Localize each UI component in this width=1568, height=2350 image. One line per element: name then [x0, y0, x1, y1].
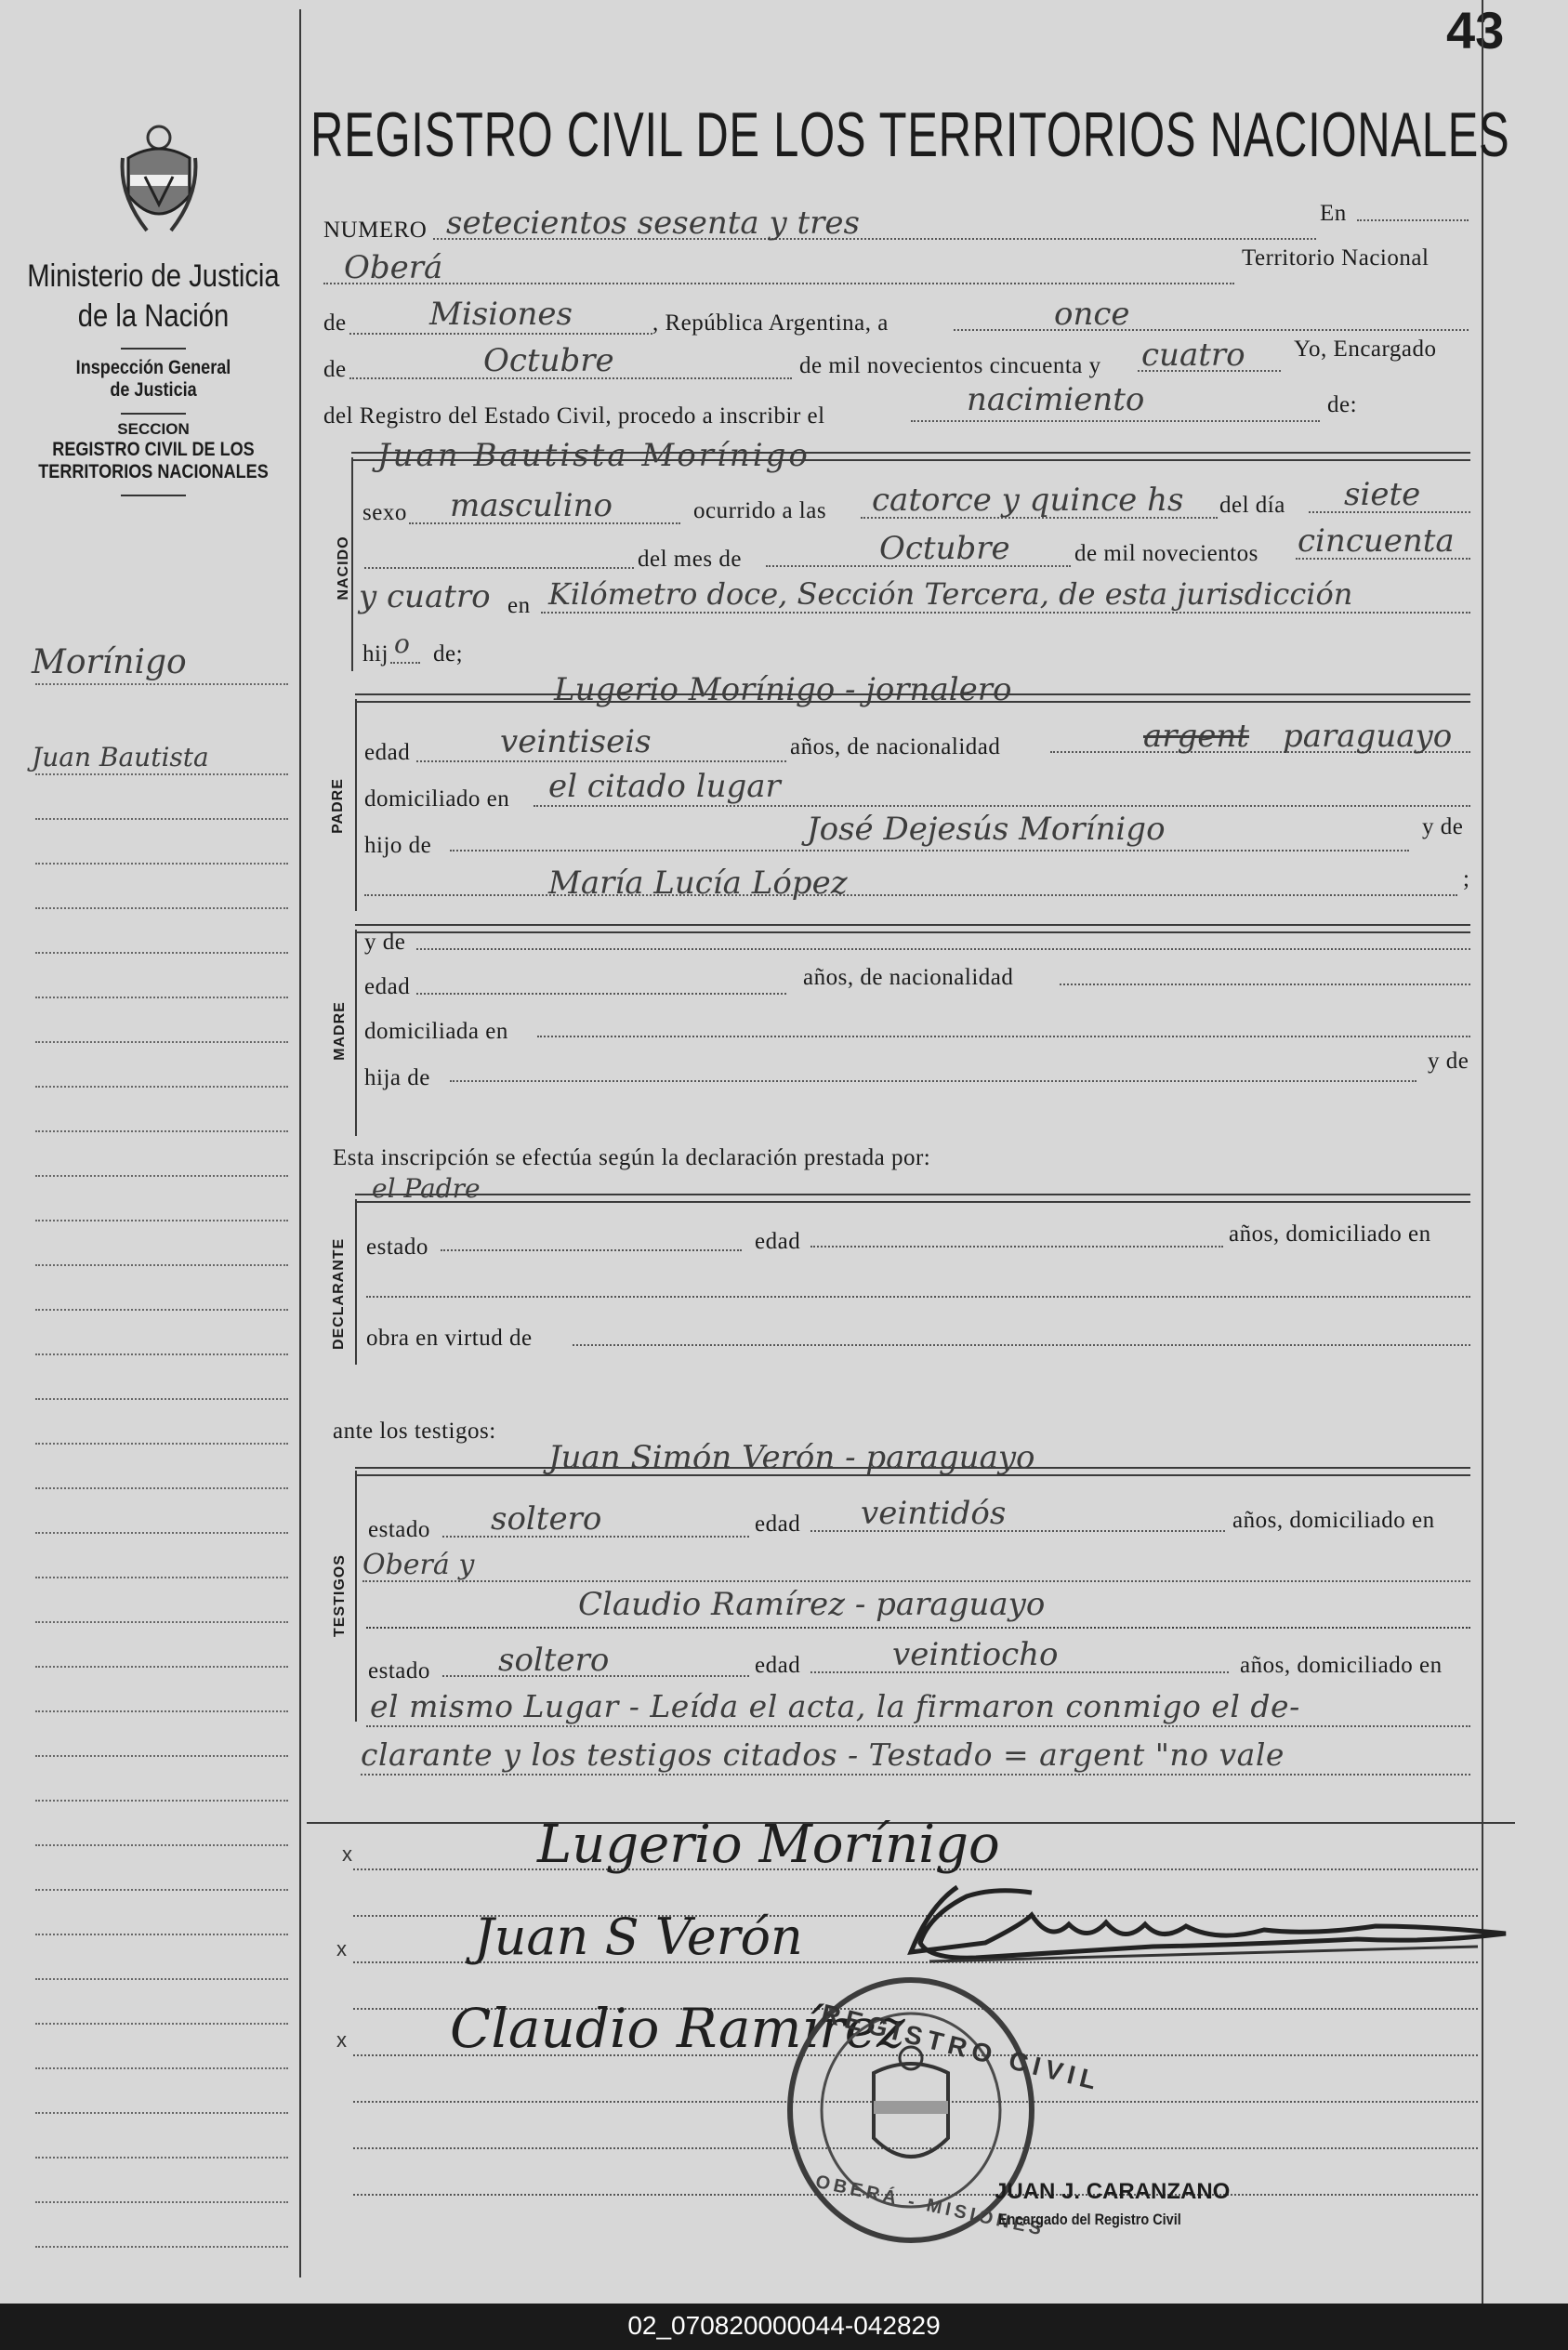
father-nationality-struck: argent: [1143, 718, 1249, 755]
w2-estado-label: estado: [368, 1658, 430, 1683]
signature-father: Lugerio Morínigo: [537, 1815, 1000, 1875]
declarante-intro: Esta inscripción se efectúa según la declaración prestada por:: [333, 1145, 931, 1170]
father-age: veintiseis: [500, 723, 652, 760]
birth-month-value: Octubre: [879, 530, 1010, 567]
closing-line1: el mismo Lugar - Leída el acta, la firmaron conmigo el de-: [370, 1688, 1300, 1724]
yo-label: Yo, Encargado: [1294, 337, 1437, 362]
ministry-reg1: REGISTRO CIVIL DE LOS: [52, 439, 255, 460]
padre-edad-label: edad: [364, 740, 411, 765]
officer-title: Encargado del Registro Civil: [998, 2211, 1181, 2228]
margin-names: Juan Bautista: [32, 742, 209, 772]
w1-edad-label: edad: [755, 1512, 801, 1537]
father-nationality: paraguayo: [1283, 718, 1453, 755]
padre-hijo-label: hijo de: [364, 833, 432, 858]
del-dia-label: del día: [1219, 493, 1285, 518]
month-value: Octubre: [483, 342, 614, 379]
birth-year-value: cincuenta: [1298, 522, 1455, 560]
de2-label: de: [323, 357, 347, 382]
ministry-line2: de la Nación: [77, 298, 230, 334]
birth-year-value2: y cuatro: [359, 578, 491, 615]
ocurrido-label: ocurrido a las: [693, 498, 827, 523]
footer-code: 02_070820000044-042829: [627, 2311, 941, 2340]
mes-label: del mes de: [638, 547, 742, 572]
officer-signature-icon: [874, 1868, 1515, 1980]
en-label: En: [1320, 201, 1347, 226]
w1-anios-label: años, domiciliado en: [1232, 1508, 1435, 1533]
declarante-anios-label: años, domiciliado en: [1229, 1221, 1431, 1247]
declarante-obra-label: obra en virtud de: [366, 1326, 533, 1351]
child-name: Juan Bautista Morínigo: [377, 437, 810, 474]
nacido-en-label: en: [507, 593, 531, 618]
nacido-label: NACIDO: [336, 535, 351, 601]
witness2-name: Claudio Ramírez - paraguayo: [578, 1586, 1046, 1623]
header-year-value: cuatro: [1141, 337, 1245, 374]
document-title: REGISTRO CIVIL DE LOS TERRITORIOS NACIONALES: [310, 99, 1510, 170]
witness2-estado: soltero: [498, 1642, 610, 1679]
father-name: Lugerio Morínigo - jornalero: [554, 671, 1012, 708]
sexo-label: sexo: [362, 500, 407, 525]
numero-label: NUMERO: [323, 218, 428, 243]
madre-yde-label: y de: [364, 930, 406, 955]
registro-label: del Registro del Estado Civil, procedo a inscribir el: [323, 403, 825, 429]
place-value: Oberá: [344, 249, 443, 286]
republica-label: , República Argentina, a: [652, 310, 889, 336]
sig-mark-2: x: [336, 1937, 347, 1961]
sexo-value: masculino: [450, 487, 613, 524]
de3-label: de:: [1327, 392, 1358, 417]
madre-edad-label: edad: [364, 974, 411, 999]
declarante-label: DECLARANTE: [331, 1237, 347, 1350]
witness1-domicile: Oberá y: [362, 1549, 475, 1581]
hij-label: hij: [362, 641, 389, 667]
padre-label: PADRE: [330, 778, 346, 834]
sig-mark-3: x: [336, 2028, 347, 2052]
territory-value: Misiones: [429, 296, 573, 333]
closing-line2: clarante y los testigos citados - Testado = argent "no vale: [361, 1736, 1285, 1773]
paternal-grandmother: María Lucía López: [548, 865, 848, 902]
testigos-intro: ante los testigos:: [333, 1419, 496, 1444]
madre-hija-label: hija de: [364, 1065, 430, 1090]
signature-witness1: Juan S Verón: [474, 1908, 803, 1966]
w1-estado-label: estado: [368, 1517, 430, 1542]
ministry-reg2: TERRITORIOS NACIONALES: [38, 461, 269, 482]
territorio-label: Territorio Nacional: [1242, 245, 1430, 271]
padre-yde-label: y de: [1422, 814, 1464, 839]
ministry-insp2: de Justicia: [110, 379, 197, 401]
w2-edad-label: edad: [755, 1653, 801, 1678]
witness2-edad: veintiocho: [892, 1636, 1059, 1673]
madre-dom-label: domiciliada en: [364, 1019, 508, 1044]
paternal-grandfather: José Dejesús Morínigo: [807, 811, 1166, 848]
footer-bar: [0, 2304, 1568, 2350]
declarante-name: el Padre: [372, 1173, 481, 1204]
declarante-edad-label: edad: [755, 1229, 801, 1254]
witness1-edad: veintidós: [861, 1495, 1007, 1532]
witness1-name: Juan Simón Verón - paraguayo: [548, 1439, 1035, 1476]
ministry-insp1: Inspección General: [75, 357, 231, 378]
ministry-seccion: SECCION: [117, 420, 190, 438]
padre-dom-label: domiciliado en: [364, 786, 510, 812]
padre-semicolon: ;: [1463, 866, 1470, 891]
signature-witness2: Claudio Ramírez: [450, 1997, 905, 2060]
hij-value: o: [394, 628, 410, 659]
de-label: de: [323, 310, 347, 336]
birth-place-value: Kilómetro doce, Sección Tercera, de esta jurisdicción: [548, 576, 1353, 612]
numero-value: setecientos sesenta y tres: [446, 205, 860, 242]
testigos-label: TESTIGOS: [332, 1554, 348, 1637]
margin-surname: Morínigo: [32, 643, 187, 681]
hij-de-label: de;: [433, 641, 464, 667]
madre-label: MADRE: [332, 1001, 348, 1061]
declarante-estado-label: estado: [366, 1234, 428, 1260]
coat-of-arms-icon: [119, 121, 199, 242]
father-domicile: el citado lugar: [548, 768, 781, 805]
birth-day-value: siete: [1344, 476, 1421, 513]
stamp-top-text: REGISTRO CIVIL: [818, 1999, 1105, 2096]
year-label: de mil novecientos cincuenta y: [799, 353, 1101, 378]
hour-value: catorce y quince hs: [872, 482, 1184, 519]
sig-mark-1: x: [342, 1842, 352, 1866]
madre-yde2-label: y de: [1428, 1049, 1469, 1074]
witness1-estado: soltero: [491, 1500, 602, 1538]
padre-anios-label: años, de nacionalidad: [790, 734, 1001, 759]
day-value: once: [1054, 296, 1130, 333]
madre-anios-label: años, de nacionalidad: [803, 965, 1014, 990]
w2-anios-label: años, domiciliado en: [1240, 1653, 1443, 1678]
act-value: nacimiento: [967, 381, 1145, 418]
officer-name: JUAN J. CARANZANO: [995, 2179, 1231, 2204]
stamp-bottom-text: OBERÁ - MISIONES: [813, 2172, 1048, 2240]
ministry-line1: Ministerio de Justicia: [27, 258, 280, 294]
mil-label: de mil novecientos: [1074, 541, 1258, 566]
ministry-block: [0, 258, 307, 496]
page-number: 43: [1446, 1, 1505, 59]
